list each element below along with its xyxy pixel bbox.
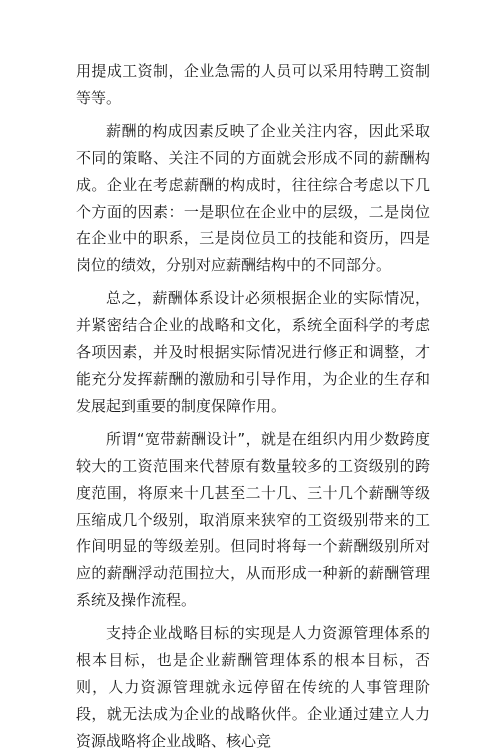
paragraph-broadband-salary: 所谓“宽带薪酬设计”，就是在组织内用少数跨度较大的工资范围来代替原有数量较多的工资级别的跨度范围，将原来十几甚至二十几、三十几个薪酬等级压缩成几个级别，取消原来狭窄的工资级别带来的工作间明显的等级差别。但同时将每一个薪酬级别所对应的薪酬浮动范围拉大，从而形成一种新的薪酬管理系统及操作流程。 (76, 429, 430, 610)
paragraph-salary-composition: 薪酬的构成因素反映了企业关注内容，因此采取不同的策略、关注不同的方面就会形成不同的薪酬构成。企业在考虑薪酬的构成时，往往综合考虑以下几个方面的因素：一是职位在企业中的层级，二是岗位在企业中的职系，三是岗位员工的技能和资历，四是岗位的绩效，分别对应薪酬结构中的不同部分。 (76, 121, 430, 275)
paragraph-strategy-support: 支持企业战略目标的实现是人力资源管理体系的根本目标，也是企业薪酬管理体系的根本目标，否则，人力资源管理就永远停留在传统的人事管理阶段，就无法成为企业的战略伙伴。企业通过建立人力资源战略将企业战略、核心竞 (76, 624, 430, 750)
paragraph-continuation: 用提成工资制，企业急需的人员可以采用特聘工资制等等。 (76, 62, 430, 107)
paragraph-summary: 总之，薪酬体系设计必须根据企业的实际情况，并紧密结合企业的战略和文化，系统全面科学的考虑各项因素，并及时根据实际情况进行修正和调整，才能充分发挥薪酬的激励和引导作用，为企业的生存和发展起到重要的制度保障作用。 (76, 289, 430, 415)
